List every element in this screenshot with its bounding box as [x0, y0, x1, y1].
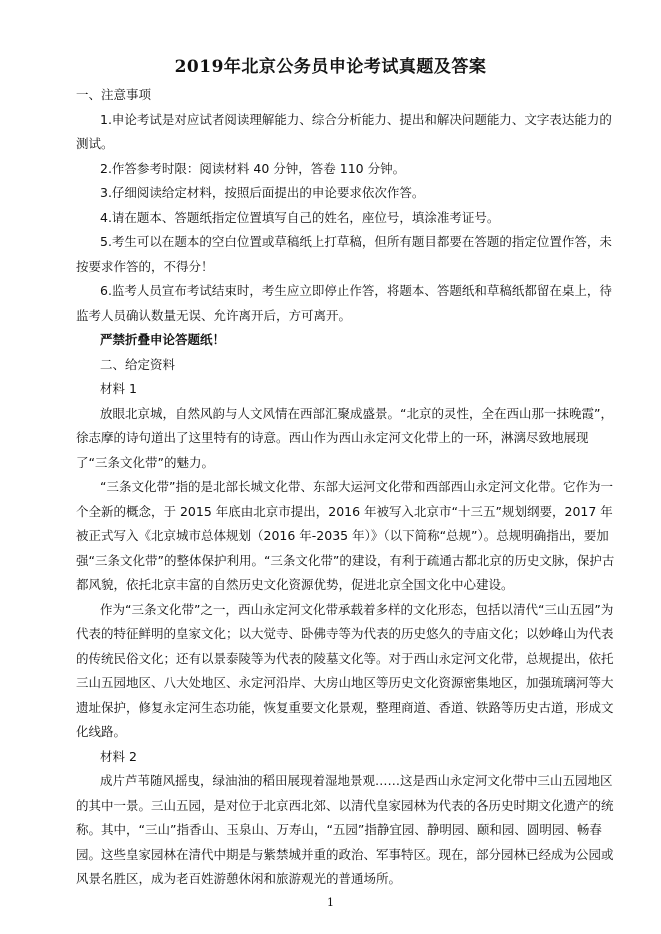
note-item: 4.请在题本、答题纸指定位置填写自己的姓名，座位号，填涂准考证号。 — [100, 209, 500, 225]
section-heading-notes: 一、注意事项 — [76, 87, 152, 102]
material-label: 材料 1 — [100, 381, 137, 396]
material-paragraph: 放眼北京城，自然风韵与人文风情在西部汇聚成盛景。“北京的灵性，全在西山那一抹晚霞”，徐志摩的诗句道出了这里特有的诗意。西山作为西山永定河文化带上的一环，淋漓尽致地展现了“三条文化带”的魅力。 — [76, 405, 613, 470]
note-item: 2.作答参考时限：阅读材料 40 分钟，答卷 110 分钟。 — [100, 160, 406, 176]
material-paragraph: 作为“三条文化带”之一，西山永定河文化带承载着多样的文化形态，包括以清代“三山五园”为代表的特征鲜明的皇家文化；以大觉寺、卧佛寺等为代表的历史悠久的寺庙文化；以妙峰山为代表的传统民俗文化；还有以景泰陵等为代表的陵墓文化等。对于西山永定河文化带，总规提出，依托三山五园地区、八大处地区、永定河沿岸、大房山地区等历史文化资源密集地区，加强琉璃河等大遗址保护，修复永定河生态功能，恢复重要文化景观，整理商道、香道、铁路等历史古道，形成文化线路。 — [76, 601, 614, 739]
material-paragraph: 成片芦苇随风摇曳，绿油油的稻田展现着湿地景观……这是西山永定河文化带中三山五园地区的其中一景。三山五园，是对位于北京西北郊、以清代皇家园林为代表的各历史时期文化遗产的统称。其中，“三山”指香山、玉泉山、万寿山，“五园”指静宜园、静明园、颐和园、圆明园、畅春园。这些皇家园林在清代中期是与紫禁城并重的政治、军事特区。现在，部分园林已经成为公园或风景名胜区，成为老百姓游憩休闲和旅游观光的普通场所。 — [76, 773, 614, 886]
document-body — [76, 83, 616, 892]
note-item: 5.考生可以在题本的空白位置或草稿纸上打草稿，但所有题目都要在答题的指定位置作答，未按要求作答的，不得分！ — [76, 234, 612, 274]
material-label: 材料 2 — [100, 748, 137, 764]
section-heading-materials: 二、给定资料 — [100, 356, 176, 372]
page-number: 1 — [327, 896, 334, 909]
material-paragraph: “三条文化带”指的是北部长城文化带、东部大运河文化带和西部西山永定河文化带。它作为一个全新的概念，于 2015 年底由北京市提出，2016 年被写入北京市“十三五”规划纲要，2017 年被正式写入《北京城市总体规划（2016 年-2035 年）》（以下简称“总规”）。总规明确指出，要加强“三条文化带”的整体保护利用。“三条文化带”的建设，有利于疏通古都北京的历史文脉，保护古都风貌，依托北京丰富的自然历史文化资源优势，促进北京全国文化中心建设。 — [76, 479, 615, 592]
note-item: 6.监考人员宣布考试结束时，考生应立即停止作答，将题本、答题纸和草稿纸都留在桌上，待监考人员确认数量无误、允许离开后，方可离开。 — [76, 283, 612, 323]
note-item: 1.申论考试是对应试者阅读理解能力、综合分析能力、提出和解决问题能力、文字表达能力的测试。 — [76, 111, 612, 151]
note-item: 3.仔细阅读给定材料，按照后面提出的申论要求依次作答。 — [100, 185, 425, 200]
document-title: 2019年北京公务员申论考试真题及答案 — [174, 57, 487, 77]
warning-text: 严禁折叠申论答题纸！ — [100, 332, 226, 347]
